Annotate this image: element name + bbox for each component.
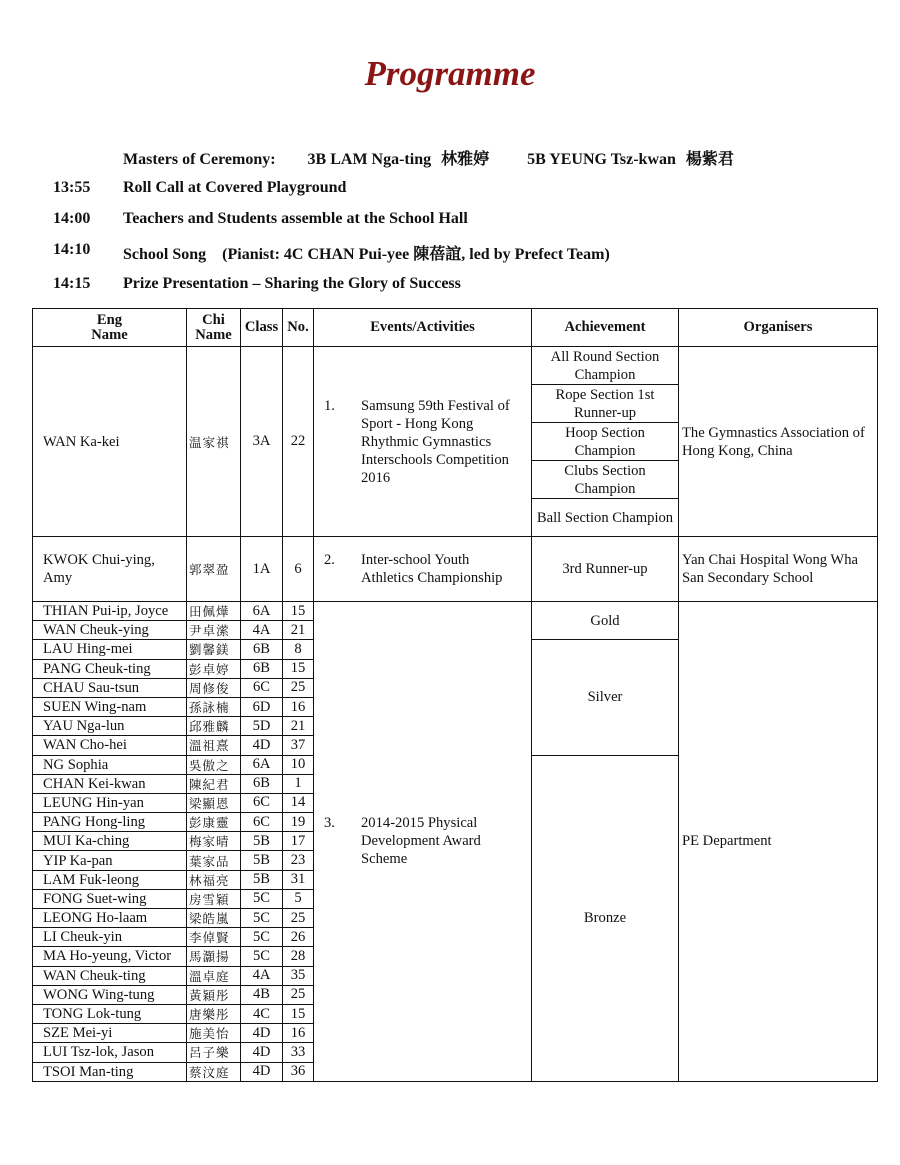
student-chi-name: 葉家品 xyxy=(187,851,241,870)
header-achievement: Achievement xyxy=(532,309,679,347)
event-name: Inter-school Youth Athletics Championship xyxy=(361,552,503,586)
student-class: 5D xyxy=(241,717,283,736)
event-cell xyxy=(314,537,532,602)
achievement: Gold xyxy=(532,602,679,640)
student-chi-name: 郭翠盈 xyxy=(187,537,241,602)
student-class: 6B xyxy=(241,640,283,659)
student-class: 6A xyxy=(241,755,283,774)
student-chi-name: 吳傲之 xyxy=(187,755,241,774)
student-eng-name: WAN Cheuk-ying xyxy=(33,621,187,640)
header-events: Events/Activities xyxy=(314,309,532,347)
event-cell xyxy=(314,602,532,1082)
student-class: 6A xyxy=(241,602,283,621)
student-class: 6C xyxy=(241,678,283,697)
student-chi-name: 馬灝揚 xyxy=(187,947,241,966)
student-number: 1 xyxy=(283,774,314,793)
student-number: 26 xyxy=(283,928,314,947)
student-eng-name: TONG Lok-tung xyxy=(33,1004,187,1023)
student-number: 17 xyxy=(283,832,314,851)
table-header-row xyxy=(33,309,878,347)
student-chi-name: 邱雅麟 xyxy=(187,717,241,736)
student-eng-name: MA Ho-yeung, Victor xyxy=(33,947,187,966)
student-eng-name: WONG Wing-tung xyxy=(33,985,187,1004)
organiser: Yan Chai Hospital Wong Wha San Secondary School xyxy=(679,537,878,602)
student-chi-name: 房雪穎 xyxy=(187,889,241,908)
header-class: Class xyxy=(241,309,283,347)
student-number: 36 xyxy=(283,1062,314,1081)
achievement: Rope Section 1st Runner-up xyxy=(532,385,679,423)
achievement: All Round Section Champion xyxy=(532,347,679,385)
student-number: 15 xyxy=(283,1004,314,1023)
student-chi-name: 蔡汶庭 xyxy=(187,1062,241,1081)
masters-of-ceremony xyxy=(123,146,734,169)
student-number: 33 xyxy=(283,1043,314,1062)
student-number: 28 xyxy=(283,947,314,966)
student-number: 25 xyxy=(283,985,314,1004)
student-eng-name: PANG Cheuk-ting xyxy=(33,659,187,678)
achievement: Clubs Section Champion xyxy=(532,461,679,499)
student-class: 6B xyxy=(241,659,283,678)
student-number: 25 xyxy=(283,909,314,928)
schedule-time: 14:15 xyxy=(53,275,91,292)
student-class: 5B xyxy=(241,870,283,889)
student-class: 5C xyxy=(241,947,283,966)
pd-award-rows xyxy=(33,602,878,1082)
mc1-chinese-name: 林雅婷 xyxy=(441,149,490,168)
schedule-time: 13:55 xyxy=(53,179,91,196)
student-eng-name: WAN Cho-hei xyxy=(33,736,187,755)
student-chi-name: 唐樂彤 xyxy=(187,1004,241,1023)
student-class: 5C xyxy=(241,889,283,908)
student-eng-name: LAU Hing-mei xyxy=(33,640,187,659)
student-class: 4D xyxy=(241,736,283,755)
school-song-text: School Song (Pianist: 4C CHAN Pui-yee xyxy=(123,246,414,263)
student-number: 35 xyxy=(283,966,314,985)
student-number: 15 xyxy=(283,602,314,621)
student-eng-name: LAM Fuk-leong xyxy=(33,870,187,889)
student-eng-name: WAN Ka-kei xyxy=(33,347,187,537)
student-chi-name: 梅家晴 xyxy=(187,832,241,851)
student-eng-name: NG Sophia xyxy=(33,755,187,774)
student-number: 22 xyxy=(283,347,314,537)
student-number: 37 xyxy=(283,736,314,755)
student-class: 4D xyxy=(241,1062,283,1081)
student-eng-name: CHAN Kei-kwan xyxy=(33,774,187,793)
student-chi-name: 孫詠楠 xyxy=(187,697,241,716)
student-chi-name: 黃穎彤 xyxy=(187,985,241,1004)
student-number: 16 xyxy=(283,1024,314,1043)
page-title: Programme xyxy=(364,54,536,93)
student-number: 21 xyxy=(283,717,314,736)
mc-label: Masters of Ceremony: xyxy=(123,151,276,168)
student-chi-name: 李倬賢 xyxy=(187,928,241,947)
header-eng-name: Eng Name xyxy=(33,309,187,347)
student-eng-name: YIP Ka-pan xyxy=(33,851,187,870)
student-eng-name: PANG Hong-ling xyxy=(33,813,187,832)
student-eng-name: LEUNG Hin-yan xyxy=(33,793,187,812)
student-eng-name: FONG Suet-wing xyxy=(33,889,187,908)
student-class: 6C xyxy=(241,813,283,832)
student-eng-name: SZE Mei-yi xyxy=(33,1024,187,1043)
achievement: Hoop Section Champion xyxy=(532,423,679,461)
student-eng-name: THIAN Pui-ip, Joyce xyxy=(33,602,187,621)
student-class: 5B xyxy=(241,851,283,870)
student-number: 6 xyxy=(283,537,314,602)
student-class: 4A xyxy=(241,966,283,985)
pianist-chinese-name: 陳蓓誼 xyxy=(413,244,462,263)
achievement: Silver xyxy=(532,640,679,755)
student-number: 21 xyxy=(283,621,314,640)
achievement: Bronze xyxy=(532,755,679,1081)
student-chi-name: 梁顯恩 xyxy=(187,793,241,812)
student-class: 6D xyxy=(241,697,283,716)
student-chi-name: 施美怡 xyxy=(187,1024,241,1043)
student-class: 4D xyxy=(241,1024,283,1043)
student-class: 6B xyxy=(241,774,283,793)
student-class: 5C xyxy=(241,928,283,947)
header-no: No. xyxy=(283,309,314,347)
student-eng-name: MUI Ka-ching xyxy=(33,832,187,851)
student-class: 5B xyxy=(241,832,283,851)
school-song-text-end: , led by Prefect Team) xyxy=(461,246,610,263)
student-chi-name: 溫祖熹 xyxy=(187,736,241,755)
event-number: 2. xyxy=(324,552,335,568)
student-class: 4A xyxy=(241,621,283,640)
header-organisers: Organisers xyxy=(679,309,878,347)
student-class: 5C xyxy=(241,909,283,928)
student-chi-name: 林福亮 xyxy=(187,870,241,889)
student-eng-name: LI Cheuk-yin xyxy=(33,928,187,947)
student-eng-name: SUEN Wing-nam xyxy=(33,697,187,716)
event-cell xyxy=(314,347,532,537)
schedule-time: 14:00 xyxy=(53,210,91,227)
student-eng-name: KWOK Chui-ying, Amy xyxy=(33,537,187,602)
student-number: 23 xyxy=(283,851,314,870)
student-eng-name: LUI Tsz-lok, Jason xyxy=(33,1043,187,1062)
awards-table xyxy=(32,308,878,1082)
student-eng-name: YAU Nga-lun xyxy=(33,717,187,736)
schedule-item: Prize Presentation – Sharing the Glory of Success xyxy=(123,275,461,292)
student-class: 1A xyxy=(241,537,283,602)
student-chi-name: 呂子樂 xyxy=(187,1043,241,1062)
student-chi-name: 梁皓嵐 xyxy=(187,909,241,928)
student-eng-name: LEONG Ho-laam xyxy=(33,909,187,928)
student-chi-name: 周修俊 xyxy=(187,678,241,697)
achievement: 3rd Runner-up xyxy=(532,537,679,602)
mc2-chinese-name: 楊紫君 xyxy=(685,149,734,168)
event-name: Samsung 59th Festival of Sport - Hong Kong Rhythmic Gymnastics Interschools Competition 2016 xyxy=(361,397,510,486)
student-eng-name: TSOI Man-ting xyxy=(33,1062,187,1081)
schedule-time: 14:10 xyxy=(53,241,91,258)
schedule-item: Roll Call at Covered Playground xyxy=(123,179,347,196)
event-number: 3. xyxy=(324,815,335,832)
student-number: 16 xyxy=(283,697,314,716)
schedule-item-school-song xyxy=(123,241,610,264)
student-chi-name: 彭康靈 xyxy=(187,813,241,832)
student-number: 31 xyxy=(283,870,314,889)
student-number: 5 xyxy=(283,889,314,908)
student-number: 15 xyxy=(283,659,314,678)
student-chi-name: 劉馨鎂 xyxy=(187,640,241,659)
schedule-item: Teachers and Students assemble at the School Hall xyxy=(123,210,468,227)
student-number: 10 xyxy=(283,755,314,774)
student-chi-name: 溫卓庭 xyxy=(187,966,241,985)
table-row xyxy=(33,602,878,621)
table-row xyxy=(33,347,878,385)
student-class: 4C xyxy=(241,1004,283,1023)
student-chi-name: 彭卓婷 xyxy=(187,659,241,678)
mc1-name: 3B LAM Nga-ting xyxy=(307,151,432,168)
organiser: PE Department xyxy=(679,602,878,1082)
student-number: 19 xyxy=(283,813,314,832)
student-class: 6C xyxy=(241,793,283,812)
organiser: The Gymnastics Association of Hong Kong, China xyxy=(679,347,878,537)
student-class: 4B xyxy=(241,985,283,1004)
student-number: 8 xyxy=(283,640,314,659)
header-chi-name: Chi Name xyxy=(187,309,241,347)
student-chi-name: 温家祺 xyxy=(187,347,241,537)
event-name: 2014-2015 Physical Development Award Scheme xyxy=(361,815,481,868)
student-number: 14 xyxy=(283,793,314,812)
student-eng-name: CHAU Sau-tsun xyxy=(33,678,187,697)
mc2-name: 5B YEUNG Tsz-kwan xyxy=(527,151,676,168)
table-row xyxy=(33,537,878,602)
student-eng-name: WAN Cheuk-ting xyxy=(33,966,187,985)
student-number: 25 xyxy=(283,678,314,697)
achievement: Ball Section Champion xyxy=(532,499,679,537)
event-number: 1. xyxy=(324,397,335,414)
student-chi-name: 尹卓潆 xyxy=(187,621,241,640)
student-class: 3A xyxy=(241,347,283,537)
student-class: 4D xyxy=(241,1043,283,1062)
student-chi-name: 陳紀君 xyxy=(187,774,241,793)
student-chi-name: 田佩燁 xyxy=(187,602,241,621)
